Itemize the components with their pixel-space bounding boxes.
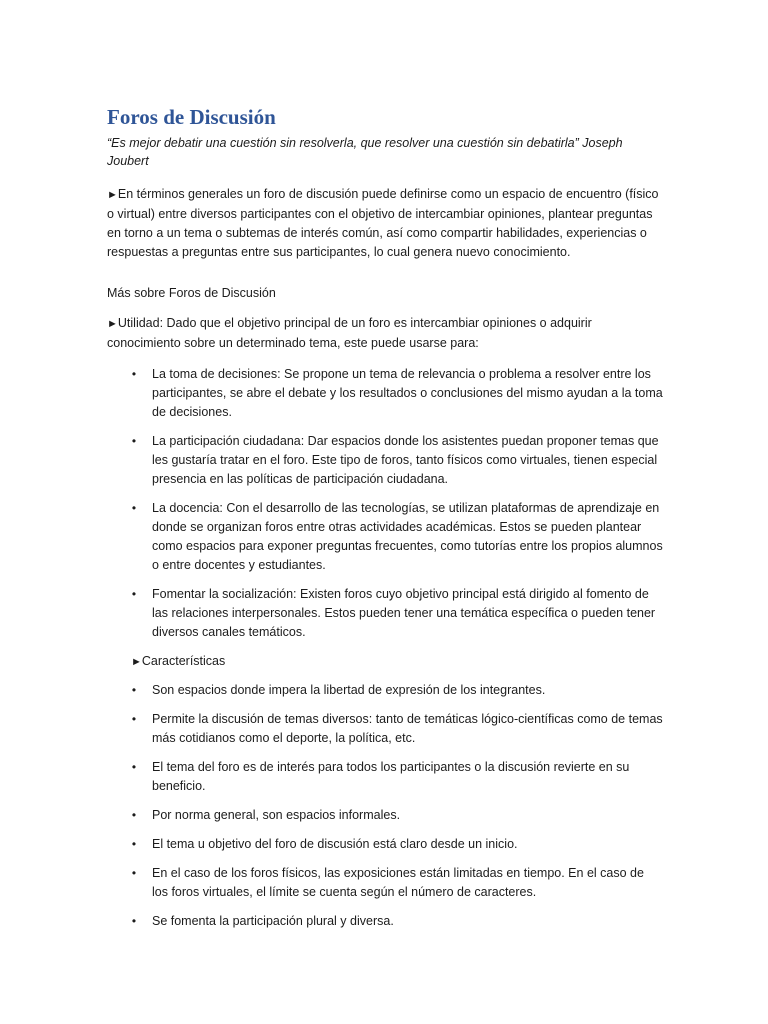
list-item: [107, 681, 663, 700]
bullet-icon: •: [131, 683, 137, 697]
more-heading: Más sobre Foros de Discusión: [107, 286, 276, 300]
list-item: [107, 710, 663, 748]
document-content: [107, 104, 663, 941]
bullet-icon: •: [131, 587, 137, 601]
bullet-icon: •: [131, 712, 137, 726]
arrow-marker-icon: ►: [107, 318, 118, 330]
bullet-icon: •: [131, 760, 137, 774]
list-item: [107, 864, 663, 902]
list-item-text: La toma de decisiones: Se propone un tema de relevancia o problema a resolver entre los participantes, se abre el debate y los resultados o conclusiones del mismo ayudan a la toma de decisiones.: [152, 367, 663, 419]
bullet-icon: •: [131, 808, 137, 822]
list-item: [107, 758, 663, 796]
arrow-marker-icon: ►: [107, 189, 118, 201]
list-item-text: Permite la discusión de temas diversos: tanto de temáticas lógico-científicas como de temas más cotidianos como el deporte, la política, etc.: [152, 712, 663, 745]
bullet-icon: •: [131, 367, 137, 381]
intro-paragraph: [107, 185, 663, 262]
bullet-icon: •: [131, 914, 137, 928]
list-item: [107, 365, 663, 422]
bullet-icon: •: [131, 866, 137, 880]
document-title: Foros de Discusión: [107, 105, 276, 129]
intro-text: En términos generales un foro de discusión puede definirse como un espacio de encuentro (físico o virtual) entre diversos participantes con el objetivo de intercambiar opiniones, plantear preguntas en torno a un tema o subtemas de interés común, así como compartir habilidades, experiencias o respuestas a preguntas entre sus participantes, lo cual genera nuevo conocimiento.: [107, 187, 659, 259]
list-item-text: Por norma general, son espacios informales.: [152, 808, 401, 822]
bullet-icon: •: [131, 501, 137, 515]
utility-text: Utilidad: Dado que el objetivo principal de un foro es intercambiar opiniones o adquirir conocimiento sobre un determinado tema, este puede usarse para:: [107, 316, 592, 350]
list-item-text: En el caso de los foros físicos, las exposiciones están limitadas en tiempo. En el caso de los foros virtuales, el límite se cuenta según el número de caracteres.: [152, 866, 644, 899]
utility-paragraph: [107, 314, 663, 353]
bullet-icon: •: [131, 837, 137, 851]
list-item-text: La docencia: Con el desarrollo de las tecnologías, se utilizan plataformas de aprendizaje en donde se organizan foros entre otras actividades académicas. Estos se pueden plantear como espacios para exponer preguntas frecuentes, como tutorías entre los propios alumnos o entre docentes y estudiantes.: [152, 501, 663, 572]
list-item-text: El tema u objetivo del foro de discusión está claro desde un inicio.: [152, 837, 518, 851]
list-item-text: Se fomenta la participación plural y diversa.: [152, 914, 394, 928]
list-item-text: Fomentar la socialización: Existen foros cuyo objetivo principal está dirigido al fomento de las relaciones interpersonales. Estos pueden tener una temática específica o pueden tener diversos canales temáticos.: [152, 587, 656, 639]
list-item: [107, 585, 663, 642]
list-item-text: El tema del foro es de interés para todos los participantes o la discusión revierte en su beneficio.: [152, 760, 630, 793]
characteristics-list: [107, 681, 663, 931]
characteristics-heading-text: Características: [141, 654, 226, 668]
list-item: [107, 432, 663, 489]
list-item: [107, 806, 663, 825]
characteristics-heading: [131, 652, 663, 671]
bullet-icon: •: [131, 434, 137, 448]
uses-list: [107, 365, 663, 642]
epigraph-quote: “Es mejor debatir una cuestión sin resolverla, que resolver una cuestión sin debatirla” Joseph Joubert: [107, 136, 623, 168]
list-item: [107, 835, 663, 854]
list-item-text: La participación ciudadana: Dar espacios donde los asistentes puedan proponer temas que les gustaría tratar en el foro. Este tipo de foros, tanto físicos como virtuales, tienen especial presencia en las políticas de participación ciudadana.: [152, 434, 659, 486]
list-item: [107, 499, 663, 575]
list-item-text: Son espacios donde impera la libertad de expresión de los integrantes.: [152, 683, 546, 697]
arrow-marker-icon: ►: [131, 656, 142, 668]
list-item: [107, 912, 663, 931]
